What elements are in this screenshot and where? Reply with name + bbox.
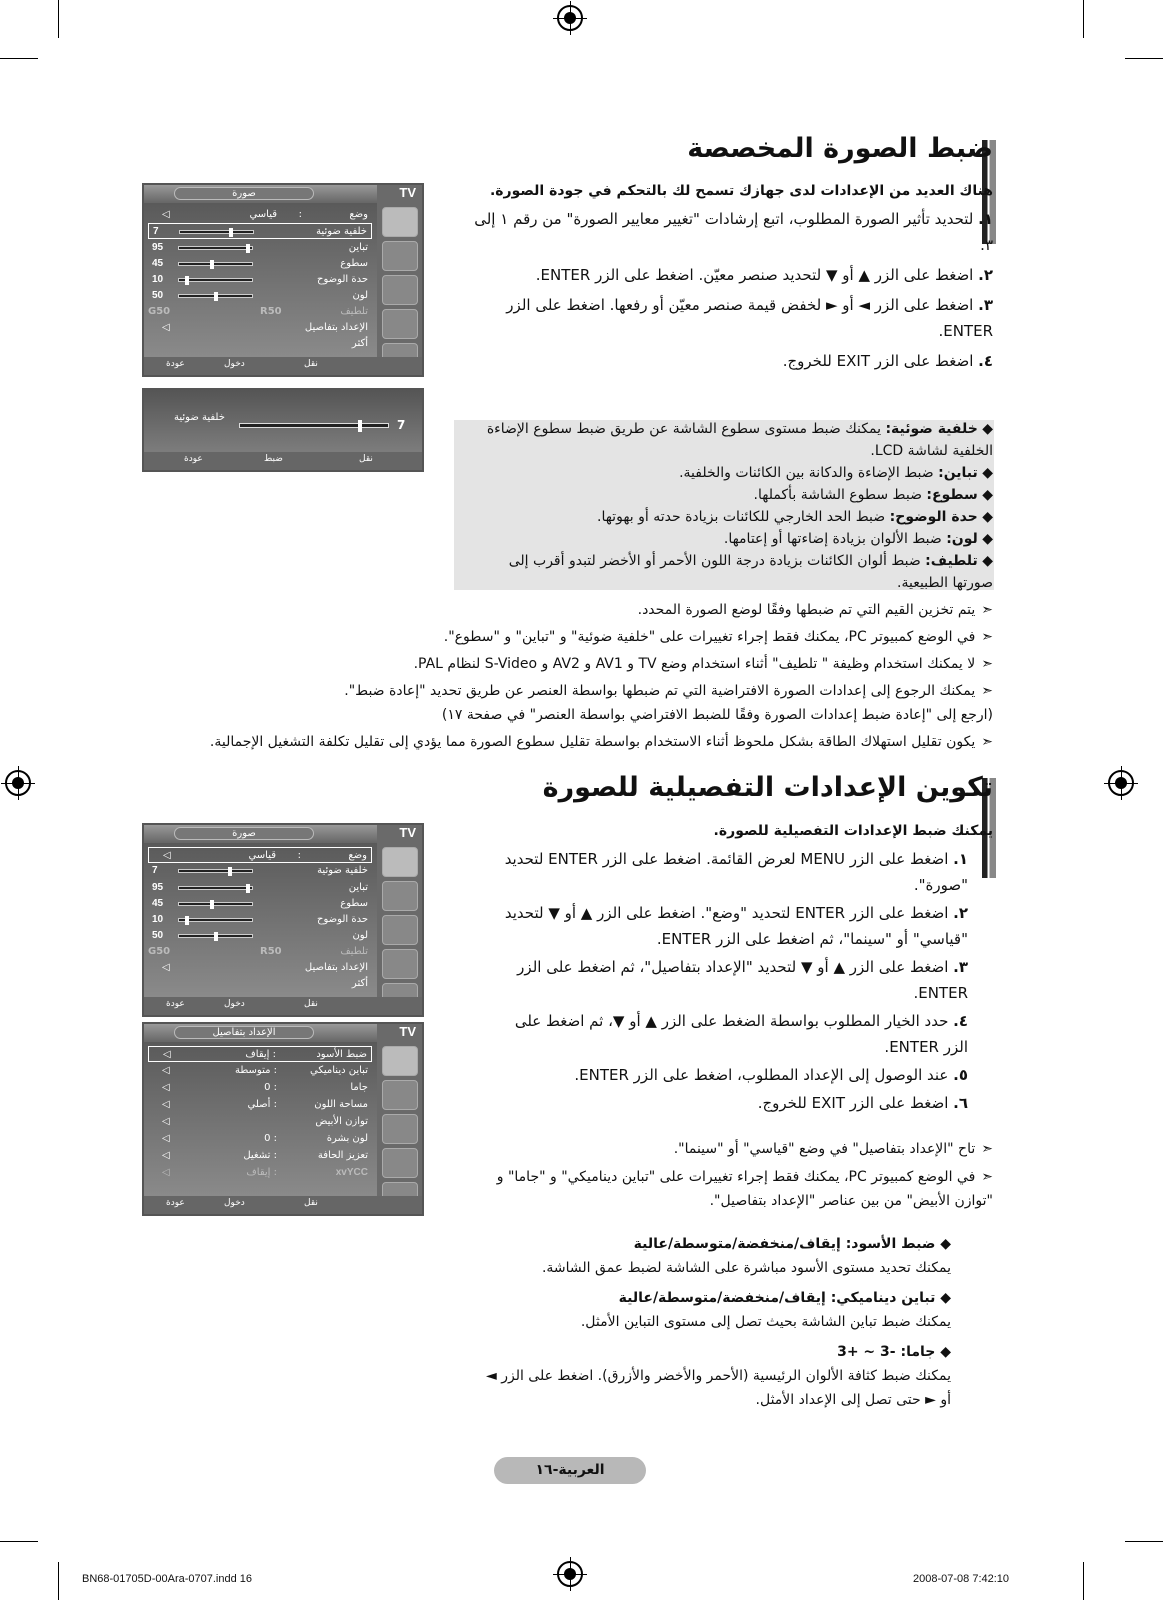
menu-title: الإعداد بتفاصيل <box>174 1026 314 1039</box>
level-bar <box>178 918 253 922</box>
setup-gear-icon[interactable] <box>382 949 418 979</box>
slider-track[interactable] <box>239 423 389 428</box>
left-arrow-icon: ◁ <box>162 1099 170 1110</box>
menu-row-mode[interactable]: وضع : قياسي ◁ <box>148 207 372 223</box>
sound-icon[interactable] <box>382 881 418 911</box>
page-number: العربية-١٦ <box>494 1457 646 1484</box>
section1-steps <box>473 206 993 374</box>
note: (ارجع إلى "إعادة ضبط إعدادات الصورة وفقًا للضبط الافتراضي بواسطة العنصر" في صفحة ١٧) <box>441 707 993 723</box>
crop-mark <box>1125 1541 1163 1542</box>
left-arrow-icon: ◁ <box>163 850 171 861</box>
picture-icon[interactable] <box>382 847 418 877</box>
level-knob <box>214 292 218 301</box>
menu-row-tint[interactable]: تلطيف G50 R50 <box>148 306 368 317</box>
menu-row-white-balance[interactable]: توازن الأبيض ◁ <box>148 1114 372 1130</box>
section2-bullets <box>471 1232 951 1412</box>
footer-date: 2008-07-08 7:42:10 <box>913 1573 1010 1585</box>
note-arrow-icon: ➣ <box>981 629 993 645</box>
note: ➣يكون تقليل استهلاك الطاقة بشكل ملحوظ أثناء الاستخدام بواسطة تقليل سطوع الصورة مما يؤدي إلى تقليل تكلفة التشغيل الإجمالية. <box>193 730 993 754</box>
section1-intro: هناك العديد من الإعدادات لدى جهازك تسمح لك بالتحكم في جودة الصورة. <box>489 183 993 199</box>
menu-hint-bar: نقل دخول عودة <box>144 357 422 375</box>
menu-row-backlight[interactable]: خلفية ضوئية 7 <box>148 223 372 239</box>
level-bar <box>178 262 253 266</box>
menu-row-gamma[interactable]: جاما : 0 ◁ <box>148 1080 372 1096</box>
menu-title: صورة <box>174 827 314 840</box>
menu-row-more[interactable]: أكثر <box>351 338 368 349</box>
level-knob <box>228 867 232 876</box>
level-knob <box>185 916 189 925</box>
bullet: ◆ خلفية ضوئية: يمكنك ضبط مستوى سطوع الشاشة عن طريق ضبط سطوع الإضاءة الخلفية لشاشة LCD. <box>486 421 993 459</box>
crop-mark <box>58 0 59 38</box>
detailed-settings-screen <box>142 1022 424 1216</box>
bullet: ◆ جاما: -3 ~ +3 يمكنك ضبط كثافة الألوان الرئيسية (الأحمر والأخضر والأزرق). اضغط على الزر ◄ أو ► حتى تصل إلى الإعداد الأمثل. <box>486 1344 951 1408</box>
left-arrow-icon: ◁ <box>162 1116 170 1127</box>
slider-value: 7 <box>397 418 406 432</box>
crop-mark <box>1083 0 1084 38</box>
level-bar <box>178 294 253 298</box>
section2-steps <box>488 846 968 1116</box>
level-bar <box>179 230 254 234</box>
level-knob <box>214 932 218 941</box>
menu-row-contrast[interactable]: تباين 95 <box>152 882 368 893</box>
crop-mark <box>58 1562 59 1600</box>
level-bar <box>178 246 253 250</box>
left-arrow-icon: ◁ <box>162 1133 170 1144</box>
sound-icon[interactable] <box>382 241 418 271</box>
bullet: ◆ ضبط الأسود: إيقاف/منخفضة/متوسطة/عالية يمكنك تحديد مستوى الأسود مباشرة على الشاشة لضبط عمق الشاشة. <box>541 1236 951 1276</box>
menu-topbar <box>144 185 377 203</box>
registration-mark-icon <box>1108 770 1134 796</box>
step: ٤. اضغط على الزر EXIT للخروج. <box>782 352 993 370</box>
level-bar <box>178 869 253 873</box>
menu-hint-bar: نقل دخول عودة <box>144 1196 422 1214</box>
step: ٦. اضغط على الزر EXIT للخروج. <box>757 1094 968 1112</box>
note-arrow-icon: ➣ <box>981 683 993 699</box>
level-knob <box>210 900 214 909</box>
level-bar <box>178 886 253 890</box>
left-arrow-icon: ◁ <box>163 1049 171 1060</box>
level-knob <box>185 276 189 285</box>
registration-mark-icon <box>5 770 31 796</box>
note: ➣لا يمكنك استخدام وظيفة " تلطيف" أثناء استخدام وضع TV و AV1 و AV2 و S-Video لنظام PAL. <box>193 652 993 676</box>
menu-row-color[interactable]: لون 50 <box>152 290 368 301</box>
note-arrow-icon: ➣ <box>981 1169 993 1185</box>
menu-row-mode[interactable]: وضع : قياسي ◁ <box>148 847 372 863</box>
channel-icon[interactable] <box>382 915 418 945</box>
menu-topbar <box>144 1024 377 1042</box>
menu-row-flesh-tone[interactable]: لون بشرة : 0 ◁ <box>148 1131 372 1147</box>
registration-mark-icon <box>557 1561 583 1587</box>
menu-row-xvycc[interactable]: xvYCC : إيقاف ◁ <box>148 1165 372 1181</box>
left-arrow-icon: ◁ <box>162 1167 170 1178</box>
crop-mark <box>1083 1562 1084 1600</box>
note-arrow-icon: ➣ <box>981 1141 993 1157</box>
crop-mark <box>0 58 38 59</box>
menu-row-contrast[interactable]: تباين 95 <box>152 242 368 253</box>
step: ٣. اضغط على الزر ◄ أو ► لخفض قيمة صنصر معيّن أو رفعها. اضغط على الزر ENTER. <box>506 296 993 340</box>
section2-notes <box>473 1137 993 1213</box>
setup-gear-icon[interactable] <box>382 309 418 339</box>
step: ١. اضغط على الزر MENU لعرض القائمة. اضغط على الزر ENTER لتحديد "صورة". <box>504 850 968 894</box>
left-arrow-icon: ◁ <box>162 962 170 973</box>
left-arrow-icon: ◁ <box>162 1082 170 1093</box>
level-knob <box>229 228 233 237</box>
step: ٢. اضغط على الزر ▲ أو ▼ لتحديد صنصر معيّن. اضغط على الزر ENTER. <box>535 266 993 284</box>
slider-knob[interactable] <box>358 420 362 432</box>
left-arrow-icon: ◁ <box>162 1065 170 1076</box>
picture-menu-screen-2 <box>142 823 424 1017</box>
note: ➣يتم تخزين القيم التي تم ضبطها وفقًا لوضع الصورة المحدد. <box>193 598 993 622</box>
tv-label: TV <box>399 825 416 840</box>
step: ٤. حدد الخيار المطلوب بواسطة الضغط على الزر ▲ أو ▼، ثم اضغط على الزر ENTER. <box>514 1012 968 1056</box>
note: ➣في الوضع كمبيوتر PC، يمكنك فقط إجراء تغييرات على "تباين ديناميكي" و "جاما" و "توازن الأبيض" من بين عناصر "الإعداد بتفاصيل". <box>473 1165 993 1213</box>
menu-title: صورة <box>174 187 314 200</box>
menu-row-detailed-settings[interactable]: الإعداد بتفاصيل ◁ <box>148 320 372 336</box>
left-arrow-icon: ◁ <box>162 322 170 333</box>
picture-icon[interactable] <box>382 1046 418 1076</box>
note-arrow-icon: ➣ <box>981 734 993 750</box>
level-bar <box>178 902 253 906</box>
bullet: ◆ سطوع: ضبط سطوع الشاشة بأكملها. <box>753 487 993 503</box>
setup-gear-icon[interactable] <box>382 1148 418 1178</box>
backlight-slider-screen <box>142 388 424 472</box>
slider-label: خلفية ضوئية <box>174 412 225 423</box>
slider-hint-bar: نقل ضبط عودة <box>144 452 422 470</box>
level-bar <box>178 278 253 282</box>
menu-row-tint[interactable]: تلطيف G50 R50 <box>148 946 368 957</box>
note: ➣في الوضع كمبيوتر PC، يمكنك فقط إجراء تغييرات على "خلفية ضوئية" و "تباين" و "سطوع". <box>193 625 993 649</box>
menu-row-brightness[interactable]: سطوع 45 <box>152 898 368 909</box>
menu-row-black-adjust[interactable]: ضبط الأسود : إيقاف ◁ <box>148 1046 372 1062</box>
note-arrow-icon: ➣ <box>981 656 993 672</box>
section1-notes <box>193 598 993 754</box>
bullet: ◆ لون: ضبط الألوان بزيادة إضاءتها أو إعتامها. <box>723 531 993 547</box>
menu-hint-bar: نقل دخول عودة <box>144 997 422 1015</box>
section2-title: تكوين الإعدادات التفصيلية للصورة <box>542 772 993 803</box>
bullet: ◆ تباين: ضبط الإضاءة والدكانة بين الكائنات والخلفية. <box>679 465 993 481</box>
section1-title: ضبط الصورة المخصصة <box>687 133 993 164</box>
section2-intro: يمكنك ضبط الإعدادات التفصيلية للصورة. <box>713 823 993 839</box>
crop-mark <box>1125 58 1163 59</box>
left-arrow-icon: ◁ <box>162 209 170 220</box>
step: ٣. اضغط على الزر ▲ أو ▼ لتحديد "الإعداد بتفاصيل"، ثم اضغط على الزر ENTER. <box>517 958 968 1002</box>
step: ٢. اضغط على الزر ENTER لتحديد "وضع". اضغط على الزر ▲ أو ▼ لتحديد "قياسي" أو "سينما"، ثم اضغط على الزر ENTER. <box>504 904 968 948</box>
note: ➣يمكنك الرجوع إلى إعدادات الصورة الافتراضية التي تم ضبطها بواسطة العنصر عن طريق تحديد "إعادة ضبط". <box>193 679 993 703</box>
tv-label: TV <box>399 185 416 200</box>
level-knob <box>210 260 214 269</box>
footer-file: BN68-01705D-00Ara-0707.indd 16 <box>82 1573 253 1585</box>
menu-row-color-space[interactable]: مساحة اللون : أصلي ◁ <box>148 1097 372 1113</box>
menu-row-dynamic-contrast[interactable]: تباين ديناميكي : متوسطة ◁ <box>148 1063 372 1079</box>
left-arrow-icon: ◁ <box>162 1150 170 1161</box>
bullet: ◆ تباين ديناميكي: إيقاف/منخفضة/متوسطة/عالية يمكنك ضبط تباين الشاشة بحيث تصل إلى مستوى التباين الأمثل. <box>580 1290 951 1330</box>
crop-mark <box>0 1541 38 1542</box>
menu-row-detailed-settings[interactable]: الإعداد بتفاصيل ◁ <box>148 960 372 976</box>
menu-row-sharpness[interactable]: حدة الوضوح 10 <box>152 274 368 285</box>
step: ١. لتحديد تأثير الصورة المطلوب، اتبع إرشادات "تغيير معايير الصورة" من رقم ١ إلى ٣. <box>474 210 993 254</box>
menu-topbar <box>144 825 377 843</box>
channel-icon[interactable] <box>382 275 418 305</box>
menu-row-color[interactable]: لون 50 <box>152 930 368 941</box>
menu-row-edge-enhancement[interactable]: تعزيز الحافة : تشغيل ◁ <box>148 1148 372 1164</box>
menu-row-more[interactable]: أكثر <box>351 978 368 989</box>
bullet: ◆ تلطيف: ضبط ألوان الكائنات بزيادة درجة اللون الأحمر أو الأخضر لتبدو أقرب إلى صورتها الطبيعية. <box>508 553 993 591</box>
level-knob <box>246 244 250 253</box>
level-knob <box>246 884 250 893</box>
section1-bullets <box>473 418 993 594</box>
menu-row-sharpness[interactable]: حدة الوضوح 10 <box>152 914 368 925</box>
tv-label: TV <box>399 1024 416 1039</box>
registration-mark-icon <box>557 5 583 31</box>
channel-icon[interactable] <box>382 1114 418 1144</box>
menu-row-brightness[interactable]: سطوع 45 <box>152 258 368 269</box>
picture-icon[interactable] <box>382 207 418 237</box>
step: ٥. عند الوصول إلى الإعداد المطلوب، اضغط على الزر ENTER. <box>574 1066 968 1084</box>
note: ➣تاح "الإعداد بتفاصيل" في وضع "قياسي" أو "سينما". <box>473 1137 993 1161</box>
menu-row-backlight[interactable]: خلفية ضوئية 7 <box>152 865 368 876</box>
level-bar <box>178 934 253 938</box>
picture-menu-screen <box>142 183 424 377</box>
bullet: ◆ حدة الوضوح: ضبط الحد الخارجي للكائنات بزيادة حدته أو بهوتها. <box>597 509 993 525</box>
note-arrow-icon: ➣ <box>981 602 993 618</box>
sound-icon[interactable] <box>382 1080 418 1110</box>
